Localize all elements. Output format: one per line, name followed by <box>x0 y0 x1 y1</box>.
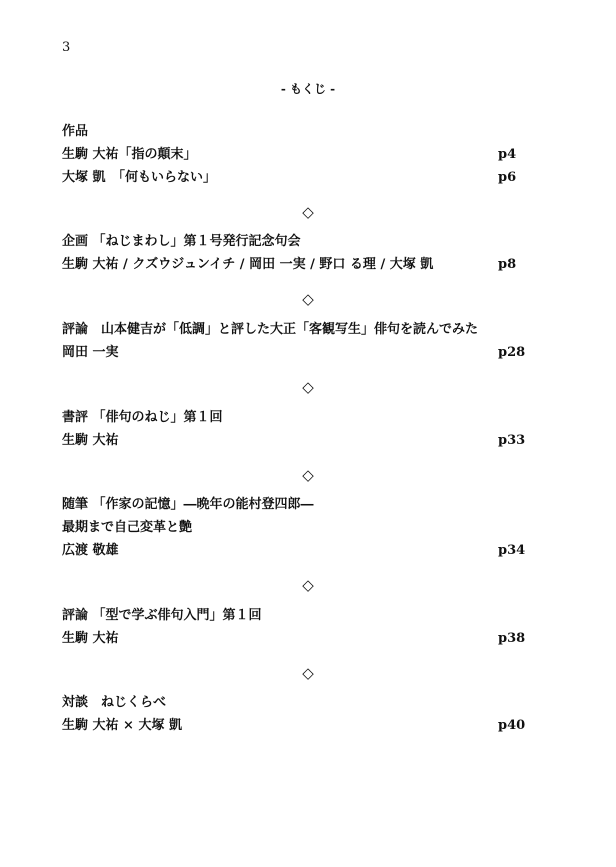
toc-page-ref: p33 <box>498 433 526 448</box>
toc-page-ref: p40 <box>498 718 526 733</box>
toc-page-ref: p28 <box>498 345 526 360</box>
toc-page-ref: p4 <box>498 147 517 162</box>
toc-heading: 作品 <box>62 124 89 139</box>
toc-subheading: 最期まで自己変革と艶 <box>62 520 193 535</box>
toc-entry: 生駒 大祐「指の顛末」 p4 <box>62 147 517 162</box>
toc-entry: 岡田 一実 p28 <box>62 345 526 360</box>
toc-heading: 随筆 「作家の記憶」―晩年の能村登四郎― <box>62 497 314 512</box>
toc-heading: 評論 山本健吉が「低調」と評した大正「客観写生」俳句を読んでみた <box>62 322 479 337</box>
page-number: 3 <box>62 40 71 55</box>
toc-heading: 企画 「ねじまわし」第１号発行記念句会 <box>62 234 301 249</box>
diamond-divider: ◇ <box>302 664 314 682</box>
diamond-divider: ◇ <box>302 576 314 594</box>
toc-page-ref: p38 <box>498 631 526 646</box>
toc-heading: 対談 ねじくらべ <box>62 695 167 710</box>
toc-entry: 生駒 大祐 / クズウジュンイチ / 岡田 一実 / 野口 る理 / 大塚 凱 p8 <box>62 257 517 272</box>
toc-entry: 生駒 大祐 p33 <box>62 433 526 448</box>
toc-heading: 評論 「型で学ぶ俳句入門」第１回 <box>62 608 262 623</box>
toc-entry: 大塚 凱 「何もいらない」 p6 <box>62 170 517 185</box>
diamond-divider: ◇ <box>302 378 314 396</box>
toc-entry: 生駒 大祐 p38 <box>62 631 526 646</box>
toc-entry: 生駒 大祐 × 大塚 凱 p40 <box>62 718 526 733</box>
toc-page-ref: p34 <box>498 543 526 558</box>
diamond-divider: ◇ <box>302 466 314 484</box>
diamond-divider: ◇ <box>302 290 314 308</box>
toc-heading: 書評 「俳句のねじ」第１回 <box>62 410 223 425</box>
toc-entry: 広渡 敬雄 p34 <box>62 543 526 558</box>
contents-title: - もくじ - <box>280 82 336 96</box>
toc-page-ref: p8 <box>498 257 517 272</box>
toc-page-ref: p6 <box>498 170 517 185</box>
diamond-divider: ◇ <box>302 203 314 221</box>
